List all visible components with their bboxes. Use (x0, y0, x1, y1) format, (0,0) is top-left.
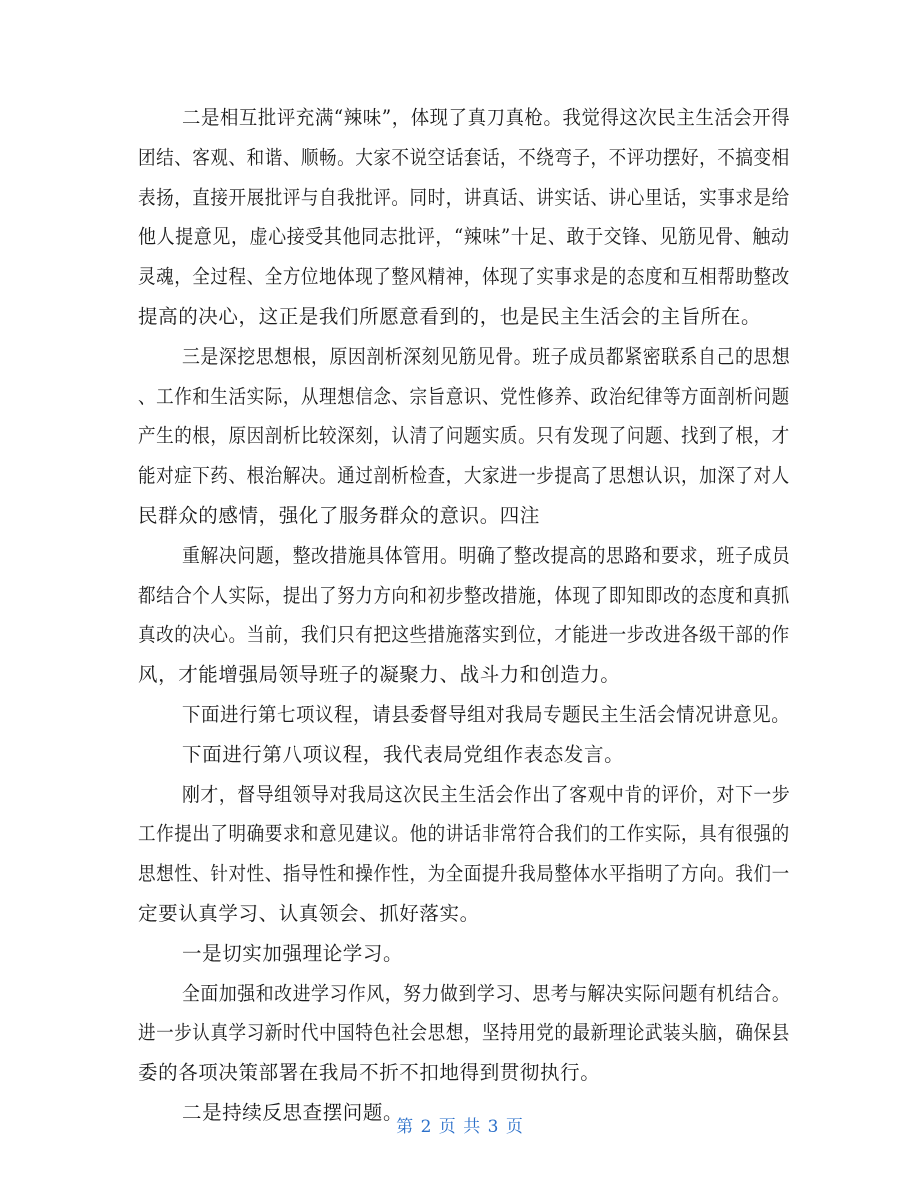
text-line: 全面加强和改进学习作风，努力做到学习、思考与解决实际问题有机结合。 (182, 982, 791, 1005)
text-line: 思想性、针对性、指导性和操作性，为全面提升我局整体水平指明了方向。我们一 (138, 862, 790, 885)
text-line: 能对症下药、根治解决。通过剖析检查，大家进一步提高了思想认识，加深了对人 (138, 464, 790, 487)
text-line: 三是深挖思想根，原因剖析深刻见筋见骨。班子成员都紧密联系自己的思想 (182, 345, 791, 368)
text-line: 刚才，督导组领导对我局这次民主生活会作出了客观中肯的评价，对下一步 (182, 783, 791, 806)
text-line: 重解决问题，整改措施具体管用。明确了整改提高的思路和要求，班子成员 (182, 544, 791, 567)
text-line: 下面进行第七项议程，请县委督导组对我局专题民主生活会情况讲意见。 (182, 703, 791, 726)
text-line: 真改的决心。当前，我们只有把这些措施落实到位，才能进一步改进各级干部的作 (138, 623, 790, 646)
text-line: 二是相互批评充满“辣味”，体现了真刀真枪。我觉得这次民主生活会开得 (182, 106, 791, 129)
text-line: 民群众的感情，强化了服务群众的意识。四注 (138, 504, 541, 527)
text-line: 定要认真学习、认真领会、抓好落实。 (138, 902, 480, 925)
text-line: 进一步认真学习新时代中国特色社会思想，坚持用党的最新理论武装头脑，确保县 (138, 1021, 790, 1044)
text-line: 、工作和生活实际，从理想信念、宗旨意识、党性修养、政治纪律等方面剖析问题 (138, 385, 790, 408)
text-line: 都结合个人实际，提出了努力方向和初步整改措施，体现了即知即改的态度和真抓 (138, 584, 790, 607)
page-number-footer: 第 2 页 共 3 页 (396, 1117, 524, 1137)
text-line: 灵魂，全过程、全方位地体现了整风精神，体现了实事求是的态度和互相帮助整改 (138, 265, 790, 288)
text-line: 产生的根，原因剖析比较深刻，认清了问题实质。只有发现了问题、找到了根，才 (138, 424, 790, 447)
text-line: 下面进行第八项议程，我代表局党组作表态发言。 (182, 743, 625, 766)
text-line: 一是切实加强理论学习。 (182, 942, 404, 965)
text-line: 二是持续反思查摆问题。 (182, 1101, 404, 1124)
text-line: 委的各项决策部署在我局不折不扣地得到贯彻执行。 (138, 1061, 601, 1084)
text-line: 风，才能增强局领导班子的凝聚力、战斗力和创造力。 (138, 663, 621, 686)
text-line: 工作提出了明确要求和意见建议。他的讲话非常符合我们的工作实际，具有很强的 (138, 822, 790, 845)
text-line: 他人提意见，虚心接受其他同志批评，“辣味”十足、敢于交锋、见筋见骨、触动 (138, 225, 790, 248)
text-line: 提高的决心，这正是我们所愿意看到的，也是民主生活会的主旨所在。 (138, 305, 762, 328)
text-line: 表扬，直接开展批评与自我批评。同时，讲真话、讲实话、讲心里话，实事求是给 (138, 186, 790, 209)
text-line: 团结、客观、和谐、顺畅。大家不说空话套话，不绕弯子，不评功摆好，不搞变相 (138, 146, 790, 169)
